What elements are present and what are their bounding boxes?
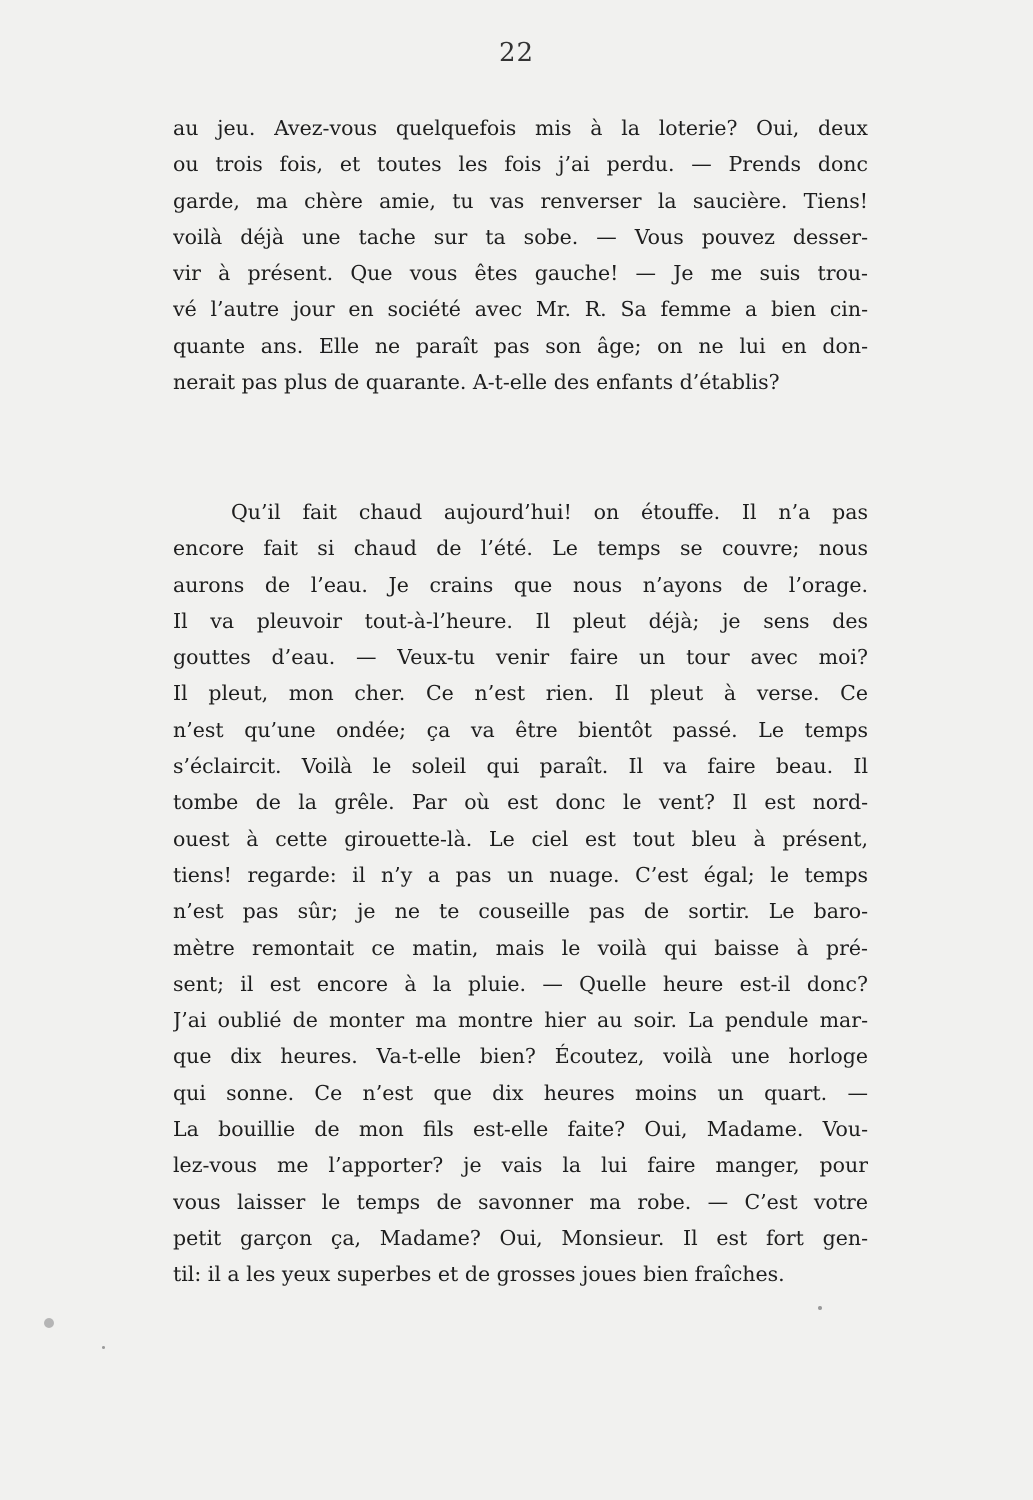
text-line: n’est qu’une ondée; ça va être bientôt passé. Le temps [173,717,868,742]
text-line: quante ans. Elle ne paraît pas son âge; on ne lui en don- [173,333,868,358]
text-line: aurons de l’eau. Je crains que nous n’ayons de l’orage. [173,572,868,597]
text-line: Qu’il fait chaud aujourd’hui! on étouffe. Il n’a pas [231,500,868,524]
text-line: petit garçon ça, Madame? Oui, Monsieur. Il est fort gen- [173,1225,868,1250]
paper-speck [44,1318,54,1328]
text-line: ouest à cette girouette-là. Le ciel est tout bleu à présent, [173,826,868,851]
text-line: La bouillie de mon fils est-elle faite? Oui, Madame. Vou- [173,1117,868,1142]
paper-speck [102,1346,105,1349]
text-line: s’éclaircit. Voilà le soleil qui paraît. Il va faire beau. Il [173,754,868,779]
text-line: ou trois fois, et toutes les fois j’ai perdu. — Prends donc [173,152,868,177]
page-number: 22 [498,38,535,68]
text-line: tiens! regarde: il n’y a pas un nuage. C’est égal; le temps [173,862,868,887]
text-line: que dix heures. Va-t-elle bien? Écoutez, voilà une horloge [173,1044,868,1069]
paragraph-weather [173,494,868,1293]
text-line: garde, ma chère amie, tu vas renverser la saucière. Tiens! [173,188,868,213]
text-line: qui sonne. Ce n’est que dix heures moins un quart. — [173,1080,868,1105]
paragraph-loterie [173,110,868,400]
text-line: gouttes d’eau. — Veux-tu venir faire un tour avec moi? [173,645,868,670]
text-line: vé l’autre jour en société avec Mr. R. Sa femme a bien cin- [173,297,868,322]
text-line: au jeu. Avez-vous quelquefois mis à la loterie? Oui, deux [173,116,868,140]
text-line: tombe de la grêle. Par où est donc le vent? Il est nord- [173,790,868,815]
text-line: n’est pas sûr; je ne te couseille pas de sortir. Le baro- [173,899,868,924]
text-line: lez-vous me l’apporter? je vais la lui faire manger, pour [173,1153,868,1178]
text-line: mètre remontait ce matin, mais le voilà qui baisse à pré- [173,935,868,960]
paper-speck [818,1306,822,1310]
text-line: Il va pleuvoir tout-à-l’heure. Il pleut déjà; je sens des [173,608,868,633]
text-line: vous laisser le temps de savonner ma robe. — C’est votre [173,1189,868,1214]
text-line: nerait pas plus de quarante. A-t-elle des enfants d’établis? [173,370,780,395]
text-line: encore fait si chaud de l’été. Le temps se couvre; nous [173,536,868,561]
text-line: voilà déjà une tache sur ta sobe. — Vous pouvez desser- [173,224,868,249]
text-line: vir à présent. Que vous êtes gauche! — Je me suis trou- [173,261,868,286]
text-line: sent; il est encore à la pluie. — Quelle heure est-il donc? [173,971,868,996]
text-line: til: il a les yeux superbes et de grosses joues bien fraîches. [173,1262,785,1287]
text-line: Il pleut, mon cher. Ce n’est rien. Il pleut à verse. Ce [173,681,868,706]
text-line: J’ai oublié de monter ma montre hier au soir. La pendule mar- [173,1008,868,1033]
